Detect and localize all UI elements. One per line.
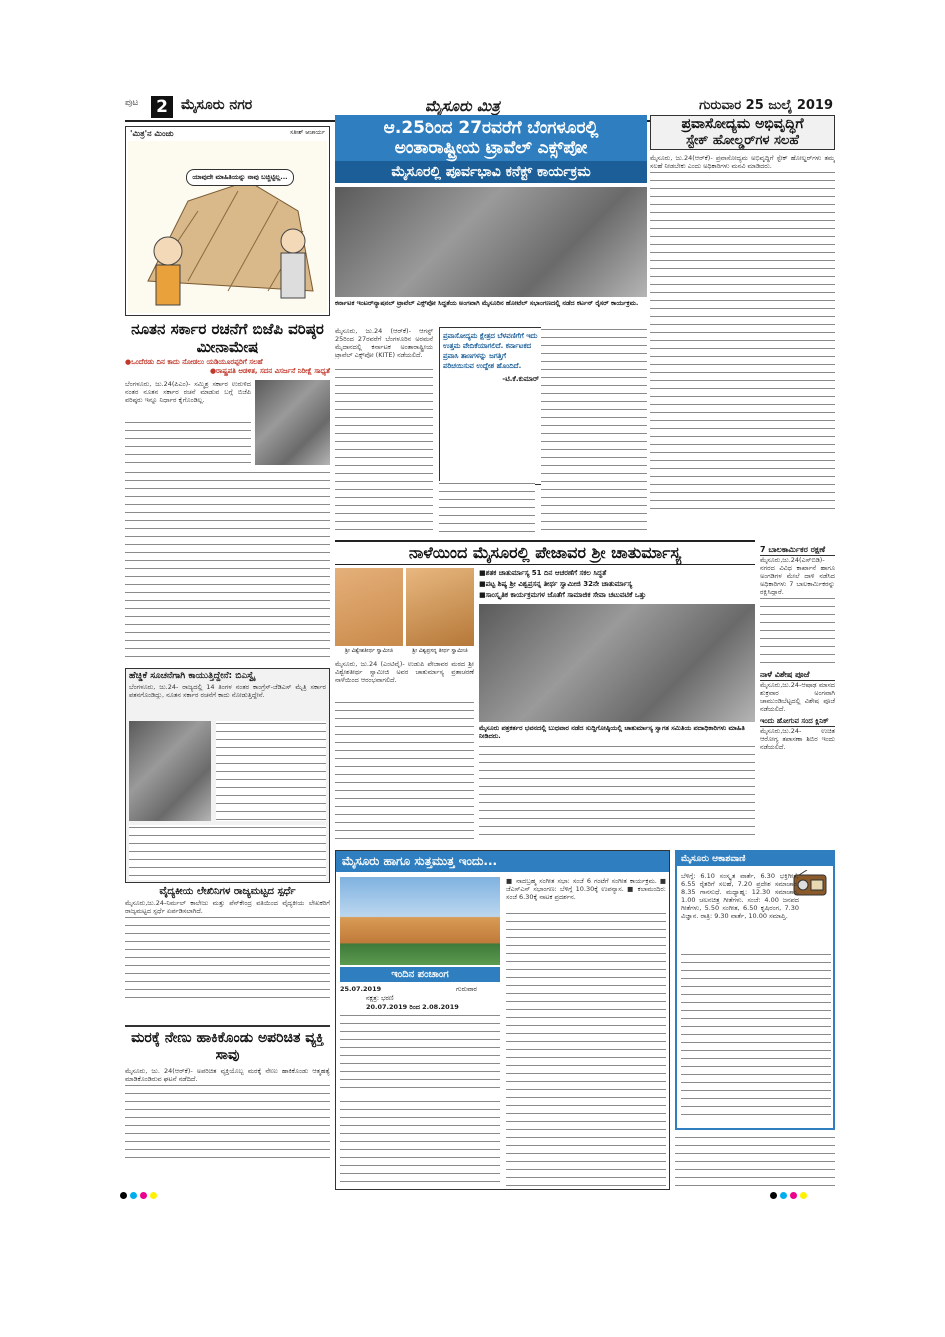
right-column [760, 545, 835, 845]
child-labour-body: ಮೈಸೂರು,ಜು.24(ಎಸ್‌ಬಿಡಿ)- ನಗರದ ವಿವಿಧ ಕಾರ್ಖಾನೆ ಹಾಗೂ ಅಂಗಡಿಗಳ ಮೇಲೆ ದಾಳಿ ನಡೆಸಿದ ಅಧಿಕಾರಿಗಳು 7 ಬಾಲಕಾರ್ಮಿಕರನ್ನು ರಕ್ಷಿಸಿದ್ದಾರೆ. [760, 556, 835, 596]
bjp-headline: ನೂತನ ಸರ್ಕಾರ ರಚನೆಗೆ ಬಿಜೆಪಿ ವರಿಷ್ಠರ ಮೀನಾಮೇಷ [131, 320, 324, 356]
child-labour-headline: 7 ಬಾಲಕಾರ್ಮಿಕರ ರಕ್ಷಣೆ [760, 545, 835, 556]
death-article [125, 1025, 330, 1185]
section-title: ಮೈಸೂರು ನಗರ [181, 97, 253, 113]
bsy-body-lines [216, 721, 326, 821]
bottom-right-lines [675, 1135, 835, 1190]
writers-headline: ವೈದ್ಯಕೀಯ ಲೇಖಿನಿಗಳ ರಾಜ್ಯಮಟ್ಟದ ಸ್ಪರ್ಧೆ [159, 886, 296, 897]
reg-black-dot [120, 1192, 127, 1199]
panchanga-date: 25.07.2019 [340, 985, 382, 993]
portrait-caption-2: ಶ್ರೀ ವಿಶ್ವಪ್ರಸನ್ನ ತೀರ್ಥ ಸ್ವಾಮೀಜಿ [412, 648, 468, 654]
radio-lines [681, 952, 831, 1122]
expo-photo-caption: ಕರ್ನಾಟಕ ಇಂಟರ್‌ನ್ಯಾಷನಲ್ ಟ್ರಾವೆಲ್ ಎಕ್ಸ್‌ಪೋ ಸಿದ್ಧತೆಯ ಅಂಗವಾಗಿ ಮೈಸೂರಿನ ಹೋಟೆಲ್ ಸಭಾಂಗಣದಲ್ಲಿ ನಡೆದ ಕರ್ಟನ್ ರೈಸರ್ ಕಾರ್ಯಕ್ರಮ. [335, 299, 639, 307]
writers-article [125, 886, 330, 1021]
reg-magenta-dot [790, 1192, 797, 1199]
bsy-body-lines-2 [129, 825, 326, 880]
bjp-body-lines-full [125, 470, 330, 660]
panchanga-day: ಗುರುವಾರ [456, 985, 477, 993]
issue-date: ಗುರುವಾರ 25 ಜುಲೈ 2019 [699, 98, 833, 113]
clinic-body: ಮೈಸೂರು,ಜು.24- ಉಚಿತ ಆರೋಗ್ಯ ತಪಾಸಣಾ ಶಿಬಿರ ಇಂದು ನಡೆಯಲಿದೆ. [760, 727, 835, 751]
chaturmasya-bullet-2: ■ಪಟ್ಟ ಶಿಷ್ಯ ಶ್ರೀ ವಿಶ್ವಪ್ರಸನ್ನ ತೀರ್ಥ ಸ್ವಾಮೀಜಿ 32ನೇ ಚಾತುರ್ಮಾಸ್ಯ [479, 580, 633, 588]
panchanga-lines [340, 1013, 500, 1093]
bsy-headline: ಹೆಚ್ಡಿಕೆ ಸೂಚನೆಗಾಗಿ ಕಾಯುತ್ತಿದ್ದೇನೆ: ಬಿಎಸ್ವೈ [129, 671, 256, 681]
cartoon-panel [125, 126, 330, 316]
chaturmasya-bullet-1: ■ಶತಕ ಚಾತುರ್ಮಾಸ್ಯ 51 ದಿನ ಆಚರಣೆಗೆ ಸಕಲ ಸಿದ್ಧತೆ [479, 569, 607, 577]
panchanga-range: 20.07.2019 ರಿಂದ 2.08.2019 [366, 1003, 459, 1011]
bsy-body: ಬೆಂಗಳೂರು, ಜು.24- ರಾಜ್ಯದಲ್ಲಿ 14 ತಿಂಗಳ ನಂತರ ಕಾಂಗ್ರೆಸ್-ಜೆಡಿಎಸ್ ಮೈತ್ರಿ ಸರ್ಕಾರ ಪತನಗೊಂಡಿದ್ದು, ನೂತನ ಸರ್ಕಾರ ರಚನೆಗೆ ಕಾದು ನೋಡುತ್ತಿದ್ದೇನೆ. [129, 683, 326, 699]
radio-title: ಮೈಸೂರು ಆಕಾಶವಾಣಿ [677, 852, 833, 866]
press-meet-photo [479, 604, 755, 722]
events-lines-2 [340, 1099, 500, 1186]
chaturmasya-body-lines-2 [479, 744, 755, 840]
today-banner: ಮೈಸೂರು ಹಾಗೂ ಸುತ್ತಮುತ್ತ ಇಂದು... [336, 851, 669, 872]
expo-body-lines-3 [541, 327, 647, 532]
expo-body-lines-1 [335, 367, 433, 532]
cartoon-title: 'ಮಿತ್ರ'ನ ಮಿಂಚು [130, 129, 174, 138]
chaturmasya-bullets [479, 568, 755, 601]
bjp-body: ಬೆಂಗಳೂರು, ಜು.24(ಪಿಎಂ)- ಸಮ್ಮಿಶ್ರ ಸರ್ಕಾರ ಉರುಳಿದ ನಂತರ ನೂತನ ಸರ್ಕಾರ ರಚನೆ ಮಾಡುವ ಬಗ್ಗೆ ಬಿಜೆಪಿ ವರಿಷ್ಠರು ಇನ್ನೂ ನಿರ್ಧಾರ ಕೈಗೊಂಡಿಲ್ಲ. [125, 380, 251, 404]
mysore-palace-photo [340, 877, 500, 965]
cartoon-author: ಸತೀಶ್ ಆಚಾರ್ಯ [290, 129, 325, 136]
clinic-headline: ಇಂದು ಹೋಗುವ ಸಂದ ಕ್ಲಿನಿಕ್ [760, 717, 835, 727]
amit-shah-photo [255, 380, 330, 465]
tourism-headline-1: ಪ್ರವಾಸೋದ್ಯಮ ಅಭಿವೃದ್ಧಿಗೆ [681, 116, 804, 132]
expo-photo [335, 187, 647, 297]
expo-body-lines-2 [439, 481, 535, 532]
panchanga-title: ಇಂದಿನ ಪಂಚಾಂಗ [340, 967, 500, 982]
events-body: ■ ನಾದಬ್ರಹ್ಮ ಸಂಗೀತ ಸಭಾ: ಸಂಜೆ 6 ಗಂಟೆಗೆ ಸಂಗೀತ ಕಾರ್ಯಕ್ರಮ. ■ ಜೆಎಸ್‌ಎಸ್ ಸಭಾಂಗಣ: ಬೆಳಿಗ್ಗೆ 10.30ಕ್ಕೆ ಉಪನ್ಯಾಸ. ■ ಕಲಾಮಂದಿರ: ಸಂಜೆ 6.30ಕ್ಕೆ ನಾಟಕ ಪ್ರದರ್ಶನ. [506, 877, 666, 901]
portrait-caption-1: ಶ್ರೀ ವಿಶ್ವೇಶತೀರ್ಥ ಸ್ವಾಮೀಜಿ [345, 648, 393, 654]
reg-black-dot [770, 1192, 777, 1199]
panchanga-star: ನಕ್ಷತ್ರ: ಭರಣಿ [366, 994, 394, 1002]
chaturmasya-headline: ನಾಳೆಯಿಂದ ಮೈಸೂರಲ್ಲಿ ಪೇಜಾವರ ಶ್ರೀ ಚಾತುರ್ಮಾಸ್ಯ [335, 540, 755, 565]
death-body: ಮೈಸೂರು, ಜು. 24(ಆರ್‌ಕೆ)- ಅಪರಿಚಿತ ವ್ಯಕ್ತಿಯೊಬ್ಬ ಮರಕ್ಕೆ ನೇಣು ಹಾಕಿಕೊಂಡು ಆತ್ಮಹತ್ಯೆ ಮಾಡಿಕೊಂಡಿರುವ ಘಟನೆ ನಡೆದಿದೆ. [125, 1067, 330, 1083]
press-meet-caption: ಮೈಸೂರು ಪತ್ರಕರ್ತರ ಭವನದಲ್ಲಿ ಬುಧವಾರ ನಡೆದ ಸುದ್ದಿಗೋಷ್ಠಿಯಲ್ಲಿ ಚಾತುರ್ಮಾಸ್ಯ ಸ್ವಾಗತ ಸಮಿತಿಯ ಪದಾಧಿಕಾರಿಗಳು ಮಾಹಿತಿ ನೀಡಿದರು. [479, 724, 745, 740]
reg-yellow-dot [800, 1192, 807, 1199]
expo-body: ಮೈಸೂರು, ಜು.24 (ಆರ್‌ಕೆ)- ಆಗಸ್ಟ್ 25ರಿಂದ 27ರವರೆಗೆ ಬೆಂಗಳೂರಿನ ಅರಮನೆ ಮೈದಾನದಲ್ಲಿ ಕರ್ನಾಟಕ ಅಂತಾರಾಷ್ಟ್ರೀಯ ಟ್ರಾವೆಲ್ ಎಕ್ಸ್‌ಪೋ (KITE) ನಡೆಯಲಿದೆ. [335, 327, 433, 359]
expo-quote: ಪ್ರವಾಸೋದ್ಯಮ ಕ್ಷೇತ್ರದ ಬೆಳವಣಿಗೆಗೆ ಇದು ಉತ್ತಮ ವೇದಿಕೆಯಾಗಲಿದೆ. ಕರ್ನಾಟಕದ ಪ್ರವಾಸಿ ತಾಣಗಳನ್ನು ಜಗತ್ತಿಗೆ ಪರಿಚಯಿಸುವ ಉದ್ದೇಶ ಹೊಂದಿದೆ. [443, 332, 538, 370]
reg-cyan-dot [130, 1192, 137, 1199]
death-headline: ಮರಕ್ಕೆ ನೇಣು ಹಾಕಿಕೊಂಡು ಅಪರಿಚಿತ ವ್ಯಕ್ತಿ ಸಾವು [131, 1030, 324, 1063]
expo-headline-1: ಆ.25ರಿಂದ 27ರವರೆಗೆ ಬೆಂಗಳೂರಲ್ಲಿ [335, 115, 647, 138]
death-body-lines [125, 1083, 330, 1165]
today-events-section [335, 850, 670, 1190]
registration-marks-left [120, 1192, 200, 1202]
expo-headline-3: ಮೈಸೂರಲ್ಲಿ ಪೂರ್ವಭಾವಿ ಕನೆಕ್ಟ್ ಕಾರ್ಯಕ್ರಮ [335, 161, 647, 183]
junior-seer-portrait [406, 568, 474, 646]
tourism-body-lines [650, 170, 835, 510]
cartoon-drawing [128, 141, 327, 313]
page-label: ಪುಟ [125, 98, 139, 108]
reg-magenta-dot [140, 1192, 147, 1199]
tourism-article [650, 115, 835, 535]
cartoon-speech-bubble: ಯಾವುದೇ ಮಾಹಿತಿಯನ್ನು ನಾವು ಬಚ್ಚಿಟ್ಟಿಲ್ಲ... [186, 169, 294, 186]
pejawar-portrait [335, 568, 403, 646]
radio-body: ಬೆಳಿಗ್ಗೆ: 6.10 ಸಂಸ್ಕೃತ ವಾರ್ತೆ, 6.30 ಭಕ್ತಿಗೀತೆ, 6.55 ರೈತರಿಗೆ ಸಲಹೆ, 7.20 ಪ್ರದೇಶ ಸಮಾಚಾರ, 8.35 ಗಾನಸುಧೆ. ಮಧ್ಯಾಹ್ನ: 12.30 ಸಮಾಚಾರ, 1.00 ಚಲನಚಿತ್ರ ಗೀತೆಗಳು. ಸಂಜೆ: 4.00 ಜನಪದ ಗೀತೆಗಳು, 5.50 ಸಂಗೀತ, 6.50 ಕೃಷಿರಂಗ, 7.30 ವಿಜ್ಞಾನ. ರಾತ್ರಿ: 9.30 ವಾರ್ತೆ, 10.00 ಸಮಾಪ್ತಿ. [681, 872, 799, 920]
reg-cyan-dot [780, 1192, 787, 1199]
bjp-subhead-2: ●ರಾಷ್ಟ್ರಪತಿ ಆಡಳಿತ, ಸದನ ವಿಸರ್ಜನೆ ನಿರೀಕ್ಷೆ ಸಾಧ್ಯತೆ [209, 367, 330, 375]
newspaper-name: ಮೈಸೂರು ಮಿತ್ರ [425, 97, 500, 115]
tourism-headline-2: ಸ್ಟೇಕ್ ಹೋಲ್ಡರ್‌ಗಳ ಸಲಹೆ [686, 133, 799, 148]
reg-yellow-dot [150, 1192, 157, 1199]
expo-quote-box [439, 327, 543, 485]
bjp-body-lines [125, 420, 251, 465]
pooja-body: ಮೈಸೂರು,ಜು.24-ಆಷಾಢ ಮಾಸದ ಶುಕ್ರವಾರ ಅಂಗವಾಗಿ ಚಾಮುಂಡಿಬೆಟ್ಟದಲ್ಲಿ ವಿಶೇಷ ಪೂಜೆ ನಡೆಯಲಿದೆ. [760, 681, 835, 713]
yediyurappa-photo [129, 721, 211, 821]
child-labour-lines [760, 596, 835, 666]
bjp-article [125, 320, 330, 665]
radio-schedule [675, 850, 835, 1130]
writers-body: ಮೈಸೂರು,ಜು.24-ನಿರ್ಮಲ್ ಕಾಲೇಜು ಮತ್ತು ಪೆನ್‌ಕೇಂದ್ರ ವತಿಯಿಂದ ವೈದ್ಯಕೀಯ ಲೇಖಕರಿಗೆ ರಾಜ್ಯಮಟ್ಟದ ಸ್ಪರ್ಧೆ ಏರ್ಪಡಿಸಲಾಗಿದೆ. [125, 899, 330, 915]
chaturmasya-body: ಮೈಸೂರು, ಜು.24 (ಎಂಟಿವೈ)- ಉಡುಪಿ ಪೇಜಾವರ ಮಠದ ಶ್ರೀ ವಿಶ್ವೇಶತೀರ್ಥ ಸ್ವಾಮೀಜಿ ಅವರ ಚಾತುರ್ಮಾಸ್ಯ ವ್ರತಾಚರಣೆ ನಾಳೆಯಿಂದ ಆರಂಭವಾಗಲಿದೆ. [335, 660, 474, 684]
pooja-headline: ನಾಳೆ ವಿಶೇಷ ಪೂಜೆ [760, 670, 835, 681]
chaturmasya-bullet-3: ■ಸಾಂಸ್ಕೃತಿಕ ಕಾರ್ಯಕ್ರಮಗಳ ಜೊತೆಗೆ ಸಾಮಾಜಿಕ ಸೇವಾ ಚಟುವಟಿಕೆ ಒತ್ತು [479, 591, 647, 599]
registration-marks-right [770, 1192, 850, 1202]
events-lines [506, 911, 666, 1186]
expo-headline-2: ಅಂತಾರಾಷ್ಟ್ರೀಯ ಟ್ರಾವೆಲ್ ಎಕ್ಸ್‌ಪೋ [335, 138, 647, 161]
expo-quote-author: -ಟಿ.ಕೆ.ಕುಮಾರ್ [502, 375, 539, 383]
writers-body-lines [125, 915, 330, 1005]
bsy-article [125, 668, 330, 883]
bjp-subhead-1: ●ಒಂದೆರಡು ದಿನ ಕಾದು ನೋಡಲು ಯಡಿಯೂರಪ್ಪರಿಗೆ ಸಲಹೆ [125, 358, 263, 366]
expo-article [335, 115, 647, 535]
tourism-body: ಮೈಸೂರು, ಜು.24(ಆರ್‌ಕೆ)- ಪ್ರವಾಸೋದ್ಯಮ ಅಭಿವೃದ್ಧಿಗೆ ಸ್ಟೇಕ್ ಹೋಲ್ಡರ್‌ಗಳು ತಮ್ಮ ಸಲಹೆ ನೀಡಬೇಕು ಎಂದು ಅಧಿಕಾರಿಗಳು ಮನವಿ ಮಾಡಿದರು. [650, 154, 835, 170]
page-number: 2 [151, 96, 173, 118]
chaturmasya-body-lines-1 [335, 700, 474, 840]
chaturmasya-article [335, 540, 755, 845]
